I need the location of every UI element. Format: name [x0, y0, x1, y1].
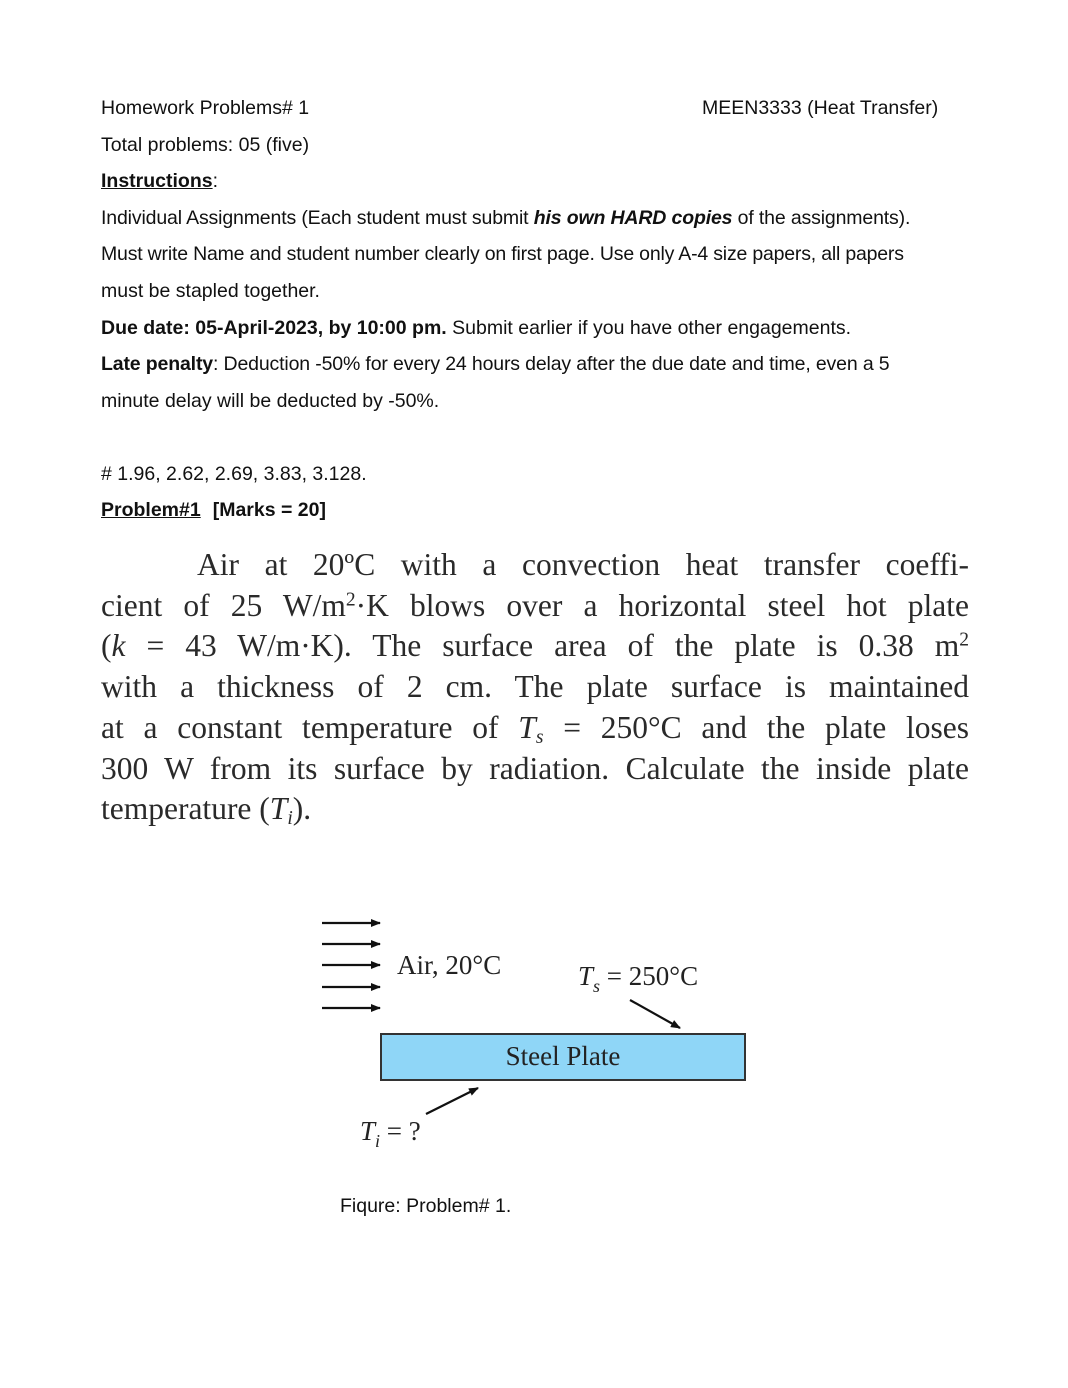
statement-line: temperature $(T_i)$.: [101, 791, 312, 830]
late-penalty-text: : Deduction -50% for every 24 hours delay after the due date and time, even a 5: [212, 353, 890, 375]
problem1-heading: Problem#1: [101, 499, 201, 521]
statement-line: with a thickness of 2 cm. The plate surface is maintained: [101, 669, 969, 705]
instruction-emphasis: his own HARD copies: [533, 207, 733, 229]
steel-plate-label: Steel Plate: [505, 1041, 621, 1071]
instruction-line-3: must be stapled together.: [101, 280, 320, 302]
problem-list: # 1.96, 2.62, 2.69, 3.83, 3.128.: [101, 463, 367, 485]
air-flow-arrows: [322, 923, 380, 1008]
inside-temp-label: $T_i$ = ?: [360, 1116, 421, 1151]
total-problems: Total problems: 05 (five): [101, 134, 310, 156]
problem1-heading-line: [101, 492, 981, 529]
late-penalty-line-2: minute delay will be deducted by -50%.: [101, 390, 440, 412]
instructions-colon: :: [212, 170, 219, 192]
instruction-text: Individual Assignments (Each student must submit: [101, 207, 534, 229]
statement-line: cient of 25 $W/m^2\cdot K$ blows over a horizontal steel hot plate: [101, 587, 969, 623]
late-penalty-label: Late penalty: [101, 353, 213, 375]
statement-line: Air at 20ºC with a convection heat transfer coeffi-: [197, 547, 969, 582]
due-date-label: Due date: 05-April-2023, by 10:00 pm.: [101, 317, 447, 339]
problem1-figure: [300, 900, 780, 1170]
instruction-line-2: Must write Name and student number clearly on first page. Use only A-4 size papers, all papers: [101, 243, 904, 265]
instructions-heading-line: [101, 163, 981, 200]
late-penalty-line: [101, 346, 981, 383]
figure-drawing: [300, 900, 780, 1170]
problem1-marks: [Marks = 20]: [212, 499, 326, 521]
surface-temp-label: $T_s = 250^\circ C$: [578, 961, 699, 996]
inside-temp-arrow-icon: [426, 1088, 478, 1114]
instruction-text: of the assignments).: [732, 207, 911, 229]
surface-temp-arrow-icon: [630, 1000, 680, 1028]
statement-line: 300 W from its surface by radiation. Calculate the inside plate: [101, 750, 969, 786]
air-label: Air, 20°C: [397, 950, 502, 980]
figure-caption: Fiqure: Problem# 1.: [340, 1195, 512, 1217]
statement-line: at a constant temperature of $T_s = 250^\circ C$ and the plate loses: [101, 709, 969, 748]
statement-line: (k = 43 W/m·K). The surface area of the plate is 0.38 $m^2$: [101, 628, 969, 664]
instructions-heading: Instructions: [101, 170, 213, 192]
homework-title: Homework Problems# 1: [101, 97, 310, 119]
course-title: MEEN3333 (Heat Transfer): [702, 97, 939, 119]
due-date-line: [101, 310, 981, 347]
due-date-text: Submit earlier if you have other engagements.: [446, 317, 852, 339]
instruction-line-1: [101, 200, 981, 237]
problem1-statement: [101, 545, 969, 830]
